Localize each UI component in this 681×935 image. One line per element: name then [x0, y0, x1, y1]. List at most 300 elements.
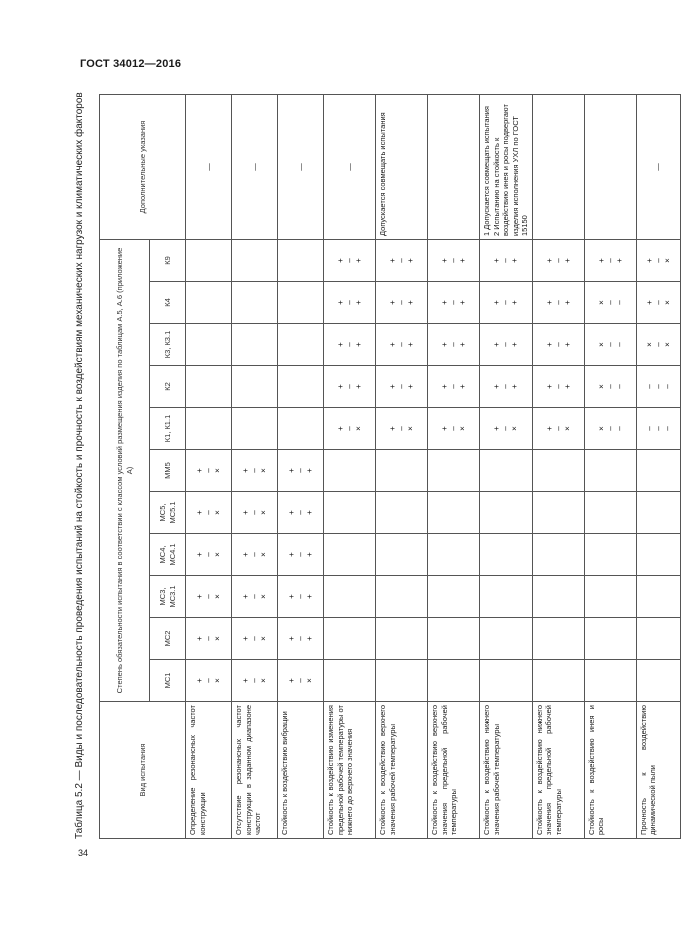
- mark-cell: [376, 534, 428, 576]
- mark-symbol: –: [644, 426, 654, 431]
- mark-symbol: +: [510, 300, 520, 305]
- mark-symbol: +: [305, 594, 314, 599]
- mark-cell: [480, 240, 533, 282]
- mark-symbol: –: [449, 300, 458, 305]
- mark-cell: [480, 492, 533, 534]
- note-text: Допускается совмещать испытания: [378, 112, 387, 236]
- mark-cell: [376, 324, 428, 366]
- mark-symbol: –: [204, 468, 213, 473]
- mark-cell: [278, 408, 324, 450]
- test-name-cell: Стойкость к воздействию изменения предельной рабочей температуры от нижнего до верхнего значения: [324, 702, 376, 839]
- notes-cell: [480, 95, 533, 240]
- mark-cell: [584, 240, 636, 282]
- table-row: [428, 95, 480, 839]
- mark-symbol: –: [449, 384, 458, 389]
- table-row: [376, 95, 428, 839]
- mark-cell: [428, 492, 480, 534]
- mark-cell: [428, 408, 480, 450]
- notes-cell: [278, 95, 324, 240]
- table-row: [532, 95, 584, 839]
- mark-symbol: ×: [596, 384, 606, 389]
- mark-cell: [584, 492, 636, 534]
- mark-cell: [532, 450, 584, 492]
- mark-symbol: +: [195, 552, 204, 557]
- test-name-cell: Стойкость к воздействию нижнего значения рабочей температуры: [480, 702, 533, 839]
- notes-cell: [636, 95, 680, 240]
- mark-symbol: +: [388, 384, 397, 389]
- standard-header: ГОСТ 34012—2016: [80, 58, 182, 70]
- mark-symbol: +: [336, 258, 345, 263]
- mark-symbol: +: [544, 300, 554, 305]
- mark-symbol: +: [241, 468, 250, 473]
- mark-symbol: +: [440, 426, 449, 431]
- mark-cell: [324, 282, 376, 324]
- mark-cell: [532, 492, 584, 534]
- mark-symbol: –: [605, 342, 615, 347]
- mark-cell: [428, 660, 480, 702]
- table-row: [584, 95, 636, 839]
- mark-cell: [480, 450, 533, 492]
- mark-cell: [480, 660, 533, 702]
- mark-symbol: –: [204, 510, 213, 515]
- mark-cell: [278, 576, 324, 618]
- mark-symbol: –: [501, 384, 511, 389]
- note-text: —: [295, 163, 305, 171]
- header-class: МС1: [150, 660, 186, 702]
- mark-cell: [324, 408, 376, 450]
- mark-cell: [186, 240, 232, 282]
- mark-symbol: ×: [406, 426, 415, 431]
- mark-symbol: –: [605, 300, 615, 305]
- mark-cell: [376, 576, 428, 618]
- test-name-cell: Отсутствие резонансных частот конструкции в заданном диапазоне частот: [232, 702, 278, 839]
- mark-symbol: ×: [354, 426, 363, 431]
- mark-symbol: +: [458, 258, 467, 263]
- note-text: —: [653, 163, 663, 171]
- mark-symbol: +: [241, 552, 250, 557]
- mark-cell: [232, 660, 278, 702]
- mark-symbol: –: [296, 636, 305, 641]
- mark-cell: [480, 408, 533, 450]
- mark-cell: [636, 408, 680, 450]
- mark-symbol: –: [296, 552, 305, 557]
- mark-symbol: ×: [562, 426, 572, 431]
- mark-cell: [232, 366, 278, 408]
- mark-symbol: –: [614, 384, 624, 389]
- mark-symbol: +: [195, 468, 204, 473]
- table-caption: Таблица 5.2 — Виды и последовательность проведения испытаний на стойкость и прочность к воздействиям механических нагрузок и климатических факторов: [74, 92, 85, 839]
- mark-cell: [480, 576, 533, 618]
- mark-symbol: –: [345, 384, 354, 389]
- mark-cell: [324, 576, 376, 618]
- mark-symbol: +: [562, 300, 572, 305]
- mark-symbol: –: [501, 426, 511, 431]
- mark-cell: [278, 492, 324, 534]
- header-class: К3, К3.1: [150, 324, 186, 366]
- mark-cell: [532, 534, 584, 576]
- mark-symbol: –: [345, 342, 354, 347]
- mark-cell: [232, 618, 278, 660]
- mark-symbol: +: [287, 678, 296, 683]
- mark-cell: [278, 366, 324, 408]
- mark-symbol: –: [553, 342, 563, 347]
- mark-symbol: +: [510, 342, 520, 347]
- mark-symbol: ×: [259, 594, 268, 599]
- mark-cell: [428, 240, 480, 282]
- mark-symbol: +: [354, 384, 363, 389]
- mark-symbol: +: [440, 342, 449, 347]
- mark-cell: [636, 282, 680, 324]
- mark-symbol: –: [250, 678, 259, 683]
- mark-cell: [480, 534, 533, 576]
- header-class: К2: [150, 366, 186, 408]
- mark-symbol: +: [406, 384, 415, 389]
- header-class: МС4, МС4.1: [150, 534, 186, 576]
- mark-cell: [232, 240, 278, 282]
- mark-cell: [636, 450, 680, 492]
- mark-symbol: –: [204, 678, 213, 683]
- mark-symbol: +: [195, 678, 204, 683]
- mark-symbol: +: [354, 258, 363, 263]
- mark-cell: [232, 492, 278, 534]
- mark-cell: [186, 366, 232, 408]
- mark-cell: [532, 408, 584, 450]
- mark-symbol: +: [492, 384, 502, 389]
- mark-symbol: +: [440, 384, 449, 389]
- mark-cell: [532, 618, 584, 660]
- mark-cell: [428, 618, 480, 660]
- mark-symbol: –: [296, 510, 305, 515]
- mark-cell: [584, 282, 636, 324]
- table-row: [186, 95, 232, 839]
- mark-cell: [428, 534, 480, 576]
- mark-cell: [428, 366, 480, 408]
- mark-cell: [428, 576, 480, 618]
- notes-cell: [376, 95, 428, 240]
- mark-symbol: +: [492, 426, 502, 431]
- mark-cell: [324, 324, 376, 366]
- mark-symbol: ×: [644, 342, 654, 347]
- mark-symbol: +: [195, 510, 204, 515]
- mark-cell: [278, 324, 324, 366]
- header-class: К1, К1.1: [150, 408, 186, 450]
- mark-symbol: ×: [662, 258, 672, 263]
- header-notes: Дополнительные указания: [100, 95, 186, 240]
- mark-symbol: +: [458, 342, 467, 347]
- mark-symbol: ×: [213, 510, 222, 515]
- mark-symbol: –: [250, 552, 259, 557]
- mark-cell: [480, 282, 533, 324]
- mark-symbol: ×: [259, 636, 268, 641]
- mark-cell: [584, 618, 636, 660]
- mark-symbol: –: [614, 342, 624, 347]
- mark-symbol: –: [653, 426, 663, 431]
- mark-symbol: +: [562, 384, 572, 389]
- table-row: [232, 95, 278, 839]
- mark-cell: [278, 534, 324, 576]
- mark-symbol: +: [241, 636, 250, 641]
- note-text: 2 Испытанию на стойкость к воздействию инея и росы подвергают изделия исполнения УХЛ по ГОСТ 15150: [491, 104, 529, 236]
- mark-cell: [324, 660, 376, 702]
- note-text: 1 Допускается совмещать испытания: [482, 106, 491, 236]
- mark-symbol: –: [662, 426, 672, 431]
- mark-symbol: –: [250, 636, 259, 641]
- mark-cell: [532, 240, 584, 282]
- mark-symbol: –: [605, 384, 615, 389]
- notes-cell: [186, 95, 232, 240]
- mark-symbol: –: [553, 426, 563, 431]
- mark-symbol: –: [501, 300, 511, 305]
- mark-symbol: +: [492, 258, 502, 263]
- mark-symbol: ×: [213, 678, 222, 683]
- mark-cell: [186, 660, 232, 702]
- mark-symbol: –: [501, 258, 511, 263]
- mark-symbol: –: [397, 384, 406, 389]
- test-name-cell: Стойкость к воздействию верхнего значения рабочей температуры: [376, 702, 428, 839]
- mark-symbol: ×: [662, 300, 672, 305]
- mark-cell: [324, 450, 376, 492]
- mark-symbol: –: [449, 258, 458, 263]
- mark-cell: [324, 240, 376, 282]
- mark-symbol: +: [336, 384, 345, 389]
- mark-cell: [186, 408, 232, 450]
- note-text: —: [203, 163, 213, 171]
- mark-symbol: +: [354, 300, 363, 305]
- mark-symbol: +: [388, 426, 397, 431]
- mark-cell: [636, 534, 680, 576]
- mark-cell: [636, 492, 680, 534]
- mark-symbol: –: [296, 594, 305, 599]
- header-class: К9: [150, 240, 186, 282]
- mark-symbol: ×: [213, 468, 222, 473]
- mark-symbol: ×: [259, 468, 268, 473]
- mark-symbol: –: [250, 594, 259, 599]
- mark-symbol: +: [510, 258, 520, 263]
- mark-symbol: –: [397, 258, 406, 263]
- header-class: МС3, МС3.1: [150, 576, 186, 618]
- mark-cell: [232, 576, 278, 618]
- mark-symbol: +: [458, 300, 467, 305]
- mark-cell: [376, 618, 428, 660]
- mark-cell: [324, 492, 376, 534]
- mark-symbol: ×: [662, 342, 672, 347]
- mark-symbol: +: [287, 468, 296, 473]
- mark-symbol: –: [204, 636, 213, 641]
- mark-symbol: ×: [259, 678, 268, 683]
- mark-symbol: +: [544, 258, 554, 263]
- mark-symbol: +: [305, 468, 314, 473]
- mark-cell: [186, 282, 232, 324]
- mark-symbol: –: [345, 258, 354, 263]
- mark-cell: [278, 660, 324, 702]
- mark-cell: [584, 408, 636, 450]
- mark-symbol: –: [296, 678, 305, 683]
- note-text: —: [249, 163, 259, 171]
- page-number: 34: [78, 848, 89, 858]
- mark-symbol: +: [644, 258, 654, 263]
- mark-cell: [532, 324, 584, 366]
- rotated-table-page: [74, 79, 672, 839]
- test-name-cell: Прочность к воздействию динамической пыли: [636, 702, 680, 839]
- mark-symbol: –: [605, 258, 615, 263]
- mark-cell: [278, 618, 324, 660]
- mark-symbol: ×: [213, 594, 222, 599]
- mark-cell: [232, 324, 278, 366]
- mark-symbol: +: [388, 258, 397, 263]
- mark-symbol: ×: [259, 552, 268, 557]
- mark-cell: [376, 366, 428, 408]
- header-class: МС5, МС5.1: [150, 492, 186, 534]
- mark-cell: [186, 450, 232, 492]
- mark-symbol: +: [544, 342, 554, 347]
- mark-symbol: ×: [305, 678, 314, 683]
- mark-symbol: –: [250, 510, 259, 515]
- mark-symbol: –: [204, 552, 213, 557]
- mark-symbol: –: [501, 342, 511, 347]
- mark-cell: [278, 282, 324, 324]
- mark-symbol: +: [336, 300, 345, 305]
- mark-symbol: –: [653, 384, 663, 389]
- notes-cell: [232, 95, 278, 240]
- mark-symbol: +: [336, 342, 345, 347]
- test-name-cell: Стойкость к воздействию верхнего значения предельной рабочей температуры: [428, 702, 480, 839]
- mark-symbol: +: [644, 300, 654, 305]
- mark-cell: [186, 492, 232, 534]
- mark-symbol: –: [553, 384, 563, 389]
- mark-symbol: +: [287, 510, 296, 515]
- mark-symbol: –: [644, 384, 654, 389]
- mark-cell: [278, 450, 324, 492]
- mark-cell: [636, 576, 680, 618]
- mark-symbol: –: [204, 594, 213, 599]
- mark-symbol: –: [397, 300, 406, 305]
- mark-cell: [186, 324, 232, 366]
- mark-symbol: –: [662, 384, 672, 389]
- mark-symbol: –: [449, 342, 458, 347]
- mark-cell: [480, 618, 533, 660]
- mark-cell: [584, 660, 636, 702]
- mark-symbol: +: [305, 510, 314, 515]
- mark-cell: [278, 240, 324, 282]
- mark-cell: [428, 324, 480, 366]
- notes-cell: [532, 95, 584, 240]
- mark-symbol: +: [195, 636, 204, 641]
- mark-cell: [232, 408, 278, 450]
- mark-symbol: +: [544, 426, 554, 431]
- mark-symbol: +: [195, 594, 204, 599]
- mark-cell: [636, 366, 680, 408]
- header-class: К4: [150, 282, 186, 324]
- table-row: [278, 95, 324, 839]
- mark-symbol: +: [614, 258, 624, 263]
- test-table: [99, 94, 681, 839]
- mark-cell: [376, 408, 428, 450]
- mark-cell: [376, 492, 428, 534]
- mark-cell: [584, 534, 636, 576]
- mark-symbol: +: [241, 678, 250, 683]
- mark-symbol: +: [388, 342, 397, 347]
- mark-symbol: +: [510, 384, 520, 389]
- mark-symbol: +: [388, 300, 397, 305]
- mark-symbol: +: [305, 636, 314, 641]
- mark-cell: [636, 240, 680, 282]
- mark-cell: [636, 660, 680, 702]
- mark-symbol: +: [562, 258, 572, 263]
- header-class: МС2: [150, 618, 186, 660]
- mark-cell: [584, 324, 636, 366]
- mark-cell: [324, 618, 376, 660]
- mark-symbol: ×: [596, 300, 606, 305]
- test-name-cell: Стойкость к воздействию вибрации: [278, 702, 324, 839]
- mark-symbol: +: [596, 258, 606, 263]
- mark-symbol: +: [406, 342, 415, 347]
- table-row: [636, 95, 680, 839]
- mark-symbol: –: [296, 468, 305, 473]
- mark-cell: [532, 366, 584, 408]
- mark-symbol: –: [449, 426, 458, 431]
- mark-symbol: +: [406, 300, 415, 305]
- mark-symbol: +: [287, 552, 296, 557]
- mark-cell: [584, 366, 636, 408]
- mark-symbol: +: [440, 300, 449, 305]
- test-name-cell: Стойкость к воздействию нижнего значения предельной рабочей температуры: [532, 702, 584, 839]
- mark-symbol: –: [397, 342, 406, 347]
- mark-symbol: ×: [458, 426, 467, 431]
- header-test-type: Вид испытания: [100, 702, 186, 839]
- mark-cell: [376, 660, 428, 702]
- mark-symbol: –: [345, 426, 354, 431]
- mark-symbol: +: [305, 552, 314, 557]
- mark-symbol: +: [336, 426, 345, 431]
- mark-symbol: ×: [596, 426, 606, 431]
- mark-symbol: –: [614, 426, 624, 431]
- mark-cell: [428, 450, 480, 492]
- mark-symbol: +: [492, 342, 502, 347]
- test-name-cell: Определение резонансных частот конструкции: [186, 702, 232, 839]
- mark-cell: [376, 450, 428, 492]
- mark-symbol: +: [241, 594, 250, 599]
- notes-cell: [428, 95, 480, 240]
- mark-symbol: +: [458, 384, 467, 389]
- mark-cell: [232, 282, 278, 324]
- mark-symbol: –: [653, 258, 663, 263]
- mark-symbol: –: [553, 258, 563, 263]
- mark-symbol: +: [406, 258, 415, 263]
- mark-symbol: +: [492, 300, 502, 305]
- mark-symbol: +: [287, 636, 296, 641]
- mark-cell: [480, 366, 533, 408]
- mark-symbol: –: [397, 426, 406, 431]
- table-row: [480, 95, 533, 839]
- header-class: ММ5: [150, 450, 186, 492]
- mark-cell: [376, 240, 428, 282]
- mark-symbol: +: [544, 384, 554, 389]
- mark-symbol: ×: [259, 510, 268, 515]
- mark-cell: [186, 576, 232, 618]
- mark-cell: [480, 324, 533, 366]
- mark-symbol: –: [250, 468, 259, 473]
- mark-symbol: ×: [213, 552, 222, 557]
- mark-cell: [376, 282, 428, 324]
- mark-cell: [186, 534, 232, 576]
- mark-cell: [324, 366, 376, 408]
- notes-cell: [324, 95, 376, 240]
- mark-cell: [532, 660, 584, 702]
- mark-symbol: –: [614, 300, 624, 305]
- mark-symbol: ×: [510, 426, 520, 431]
- mark-cell: [532, 576, 584, 618]
- mark-symbol: –: [653, 342, 663, 347]
